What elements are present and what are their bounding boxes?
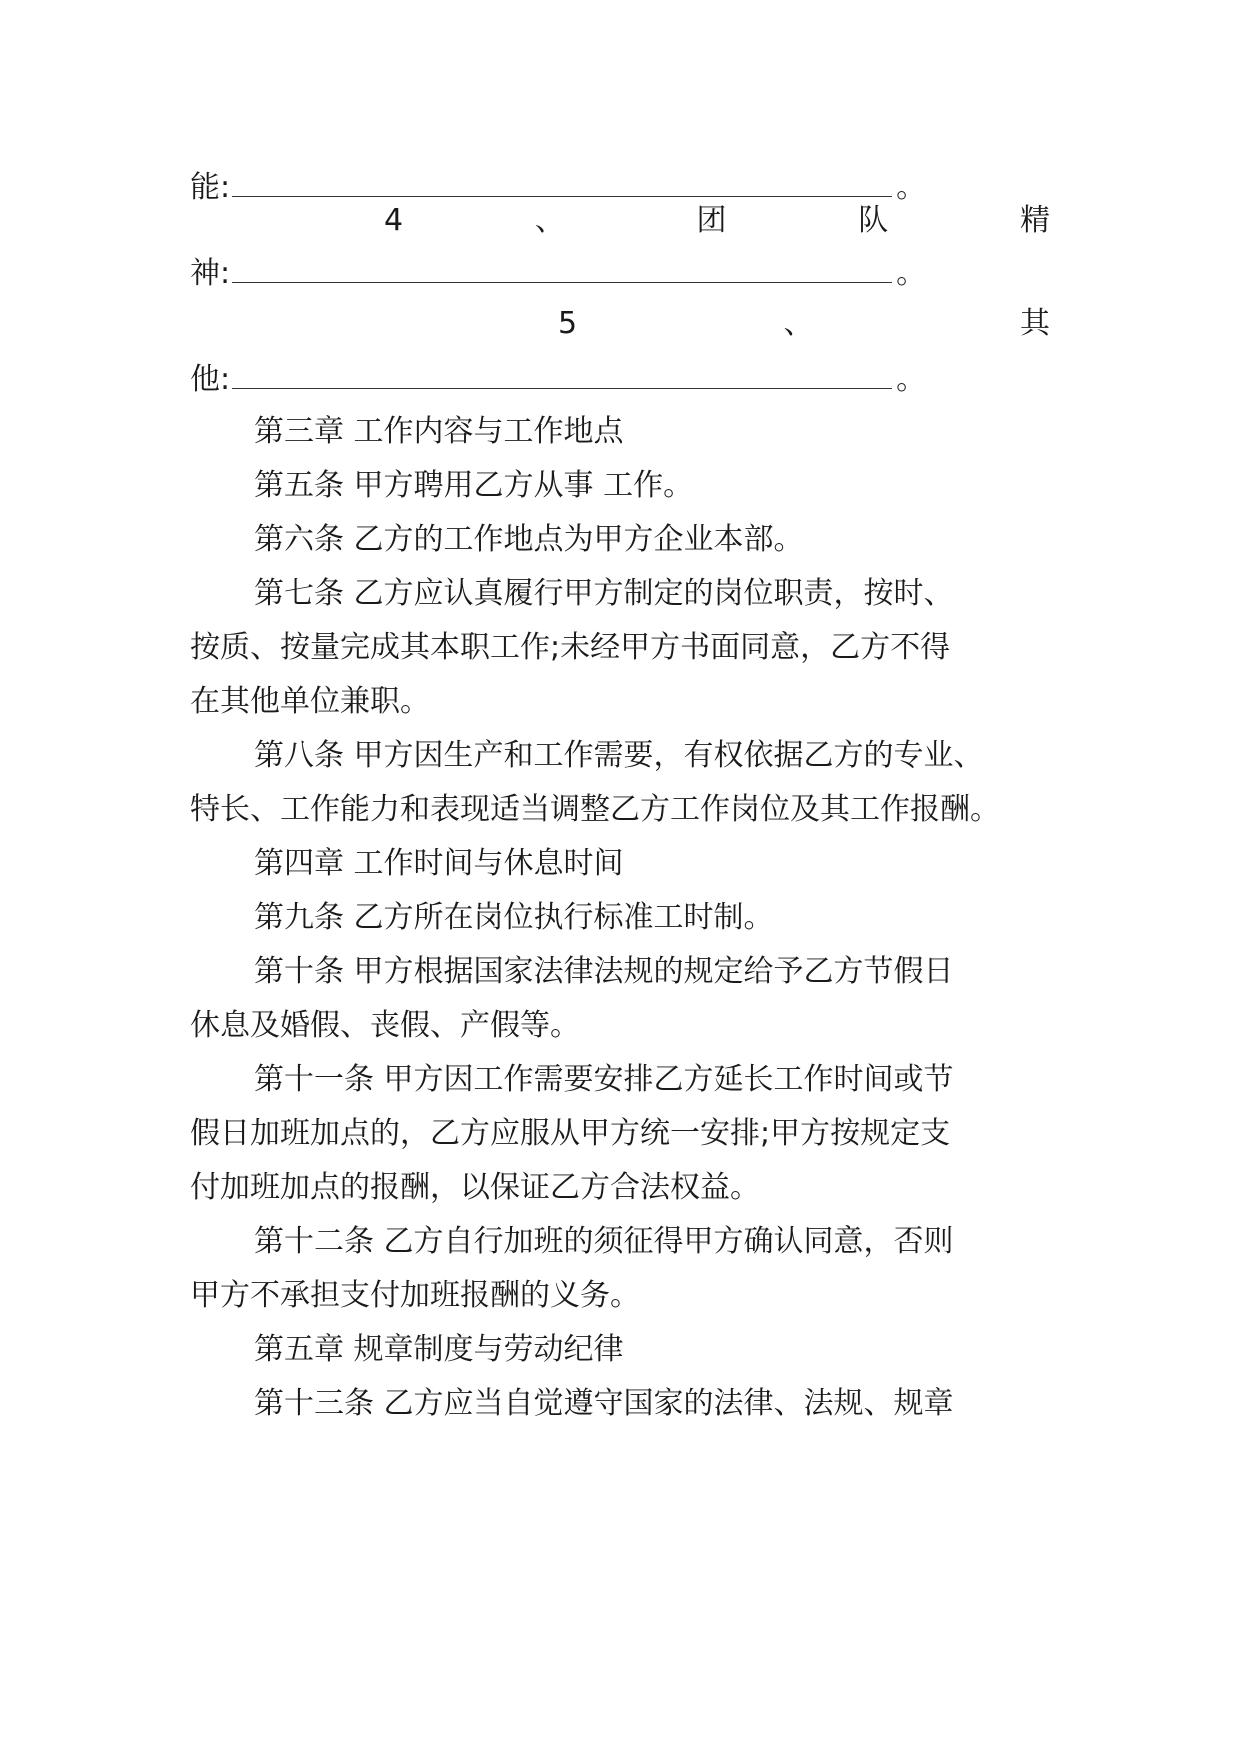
form-line-other [190,360,1050,400]
item-char: 团 [696,203,727,238]
item-separator: 、 [534,203,565,238]
article-line: 第六条 乙方的工作地点为甲方企业本部。 [254,522,804,557]
article-line: 第七条 乙方应认真履行甲方制定的岗位职责，按时、 [254,576,954,611]
article-line: 付加班加点的报酬，以保证乙方合法权益。 [190,1170,760,1205]
item-char: 其 [1020,306,1050,341]
article-line: 在其他单位兼职。 [190,684,430,719]
form-end-mark: 。 [896,362,927,397]
chapter-heading: 第四章 工作时间与休息时间 [254,846,624,881]
article-line: 甲方不承担支付加班报酬的义务。 [190,1278,640,1313]
article-line: 第十条 甲方根据国家法律法规的规定给予乙方节假日 [254,954,954,989]
article-line: 第十三条 乙方应当自觉遵守国家的法律、法规、规章 [254,1386,954,1421]
item-char: 精 [1019,203,1050,238]
form-line-team-spirit [190,254,1050,294]
item-number: 4 [384,203,404,238]
article-line: 第八条 甲方因生产和工作需要，有权依据乙方的专业、 [254,738,984,773]
article-line: 按质、按量完成其本职工作;未经甲方书面同意，乙方不得 [190,630,951,665]
form-item-4-heading [384,201,1050,241]
fill-in-blank[interactable] [232,360,892,389]
article-line: 假日加班加点的，乙方应服从甲方统一安排;甲方按规定支 [190,1116,951,1151]
item-char: 队 [858,203,889,238]
item-number: 5 [558,306,578,341]
item-separator: 、 [783,306,814,341]
fill-in-blank[interactable] [232,254,892,283]
chapter-heading: 第三章 工作内容与工作地点 [254,414,624,449]
form-item-5-heading [558,304,1050,344]
chapter-heading: 第五章 规章制度与劳动纪律 [254,1332,624,1367]
form-label: 他: [190,362,231,397]
article-line: 第十一条 甲方因工作需要安排乙方延长工作时间或节 [254,1062,954,1097]
form-end-mark: 。 [896,256,927,291]
fill-in-blank[interactable] [232,168,892,197]
form-label: 神: [190,256,231,291]
article-line: 休息及婚假、丧假、产假等。 [190,1008,580,1043]
article-line: 第十二条 乙方自行加班的须征得甲方确认同意，否则 [254,1224,954,1259]
article-line: 第五条 甲方聘用乙方从事 工作。 [254,468,694,503]
form-label: 能: [190,170,231,205]
article-line: 第九条 乙方所在岗位执行标准工时制。 [254,900,774,935]
article-line: 特长、工作能力和表现适当调整乙方工作岗位及其工作报酬。 [190,792,1000,827]
form-end-mark: 。 [896,170,927,205]
